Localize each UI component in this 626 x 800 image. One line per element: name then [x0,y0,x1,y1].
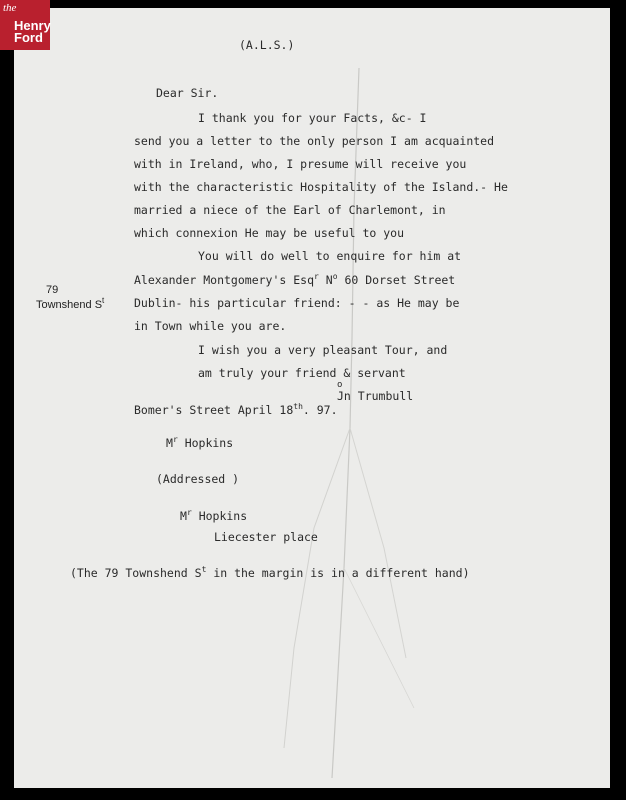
document-page [14,8,610,788]
letter-line-3: with in Ireland, who, I presume will receive you [134,157,467,171]
addressed-note: (Addressed ) [156,472,240,486]
dublin-line: Dublin- his particular friend: - - as He may be [134,296,460,310]
margin-note-number: 79 [46,284,59,296]
address-line: Alexander Montgomery's Esq$^r$ $N^o$ 60 Dorset Street [134,272,456,287]
letter-line-2: send you a letter to the only person I am acquainted [134,134,495,148]
signature-mark: o [337,380,343,390]
recipient-line: $M^r$ Hopkins [166,435,234,450]
editorial-footnote: (The 79 Townshend $S^t$ in the margin is in a different hand) [70,565,470,580]
town-line: in Town while you are. [134,319,287,333]
letter-line-1: I thank you for your Facts, &c- I [198,111,427,125]
signature: Jn Trumbull [337,389,414,403]
letter-line-5: married a niece of the Earl of Charlemont, in [134,203,446,217]
letter-line-7: You will do well to enquire for him at [198,249,462,263]
letter-line-4: with the characteristic Hospitality of the Island.- He [134,180,508,194]
document-header: (A.L.S.) [239,38,295,52]
wish-line: I wish you a very pleasant Tour, and [198,343,448,357]
address-recipient: $M^r$ Hopkins [180,508,248,523]
paper-crease-marks [14,8,610,788]
date-line: Bomer's Street April 18th. 97. [134,402,338,417]
henry-ford-logo: the Henry Ford [0,0,50,50]
closing-line: am truly your friend & servant [198,366,406,380]
margin-note-street: Townshend $S^t$ [36,296,105,311]
letter-line-6: which connexion He may be useful to you [134,226,405,240]
address-place: Liecester place [214,530,318,544]
salutation: Dear Sir. [156,86,219,100]
